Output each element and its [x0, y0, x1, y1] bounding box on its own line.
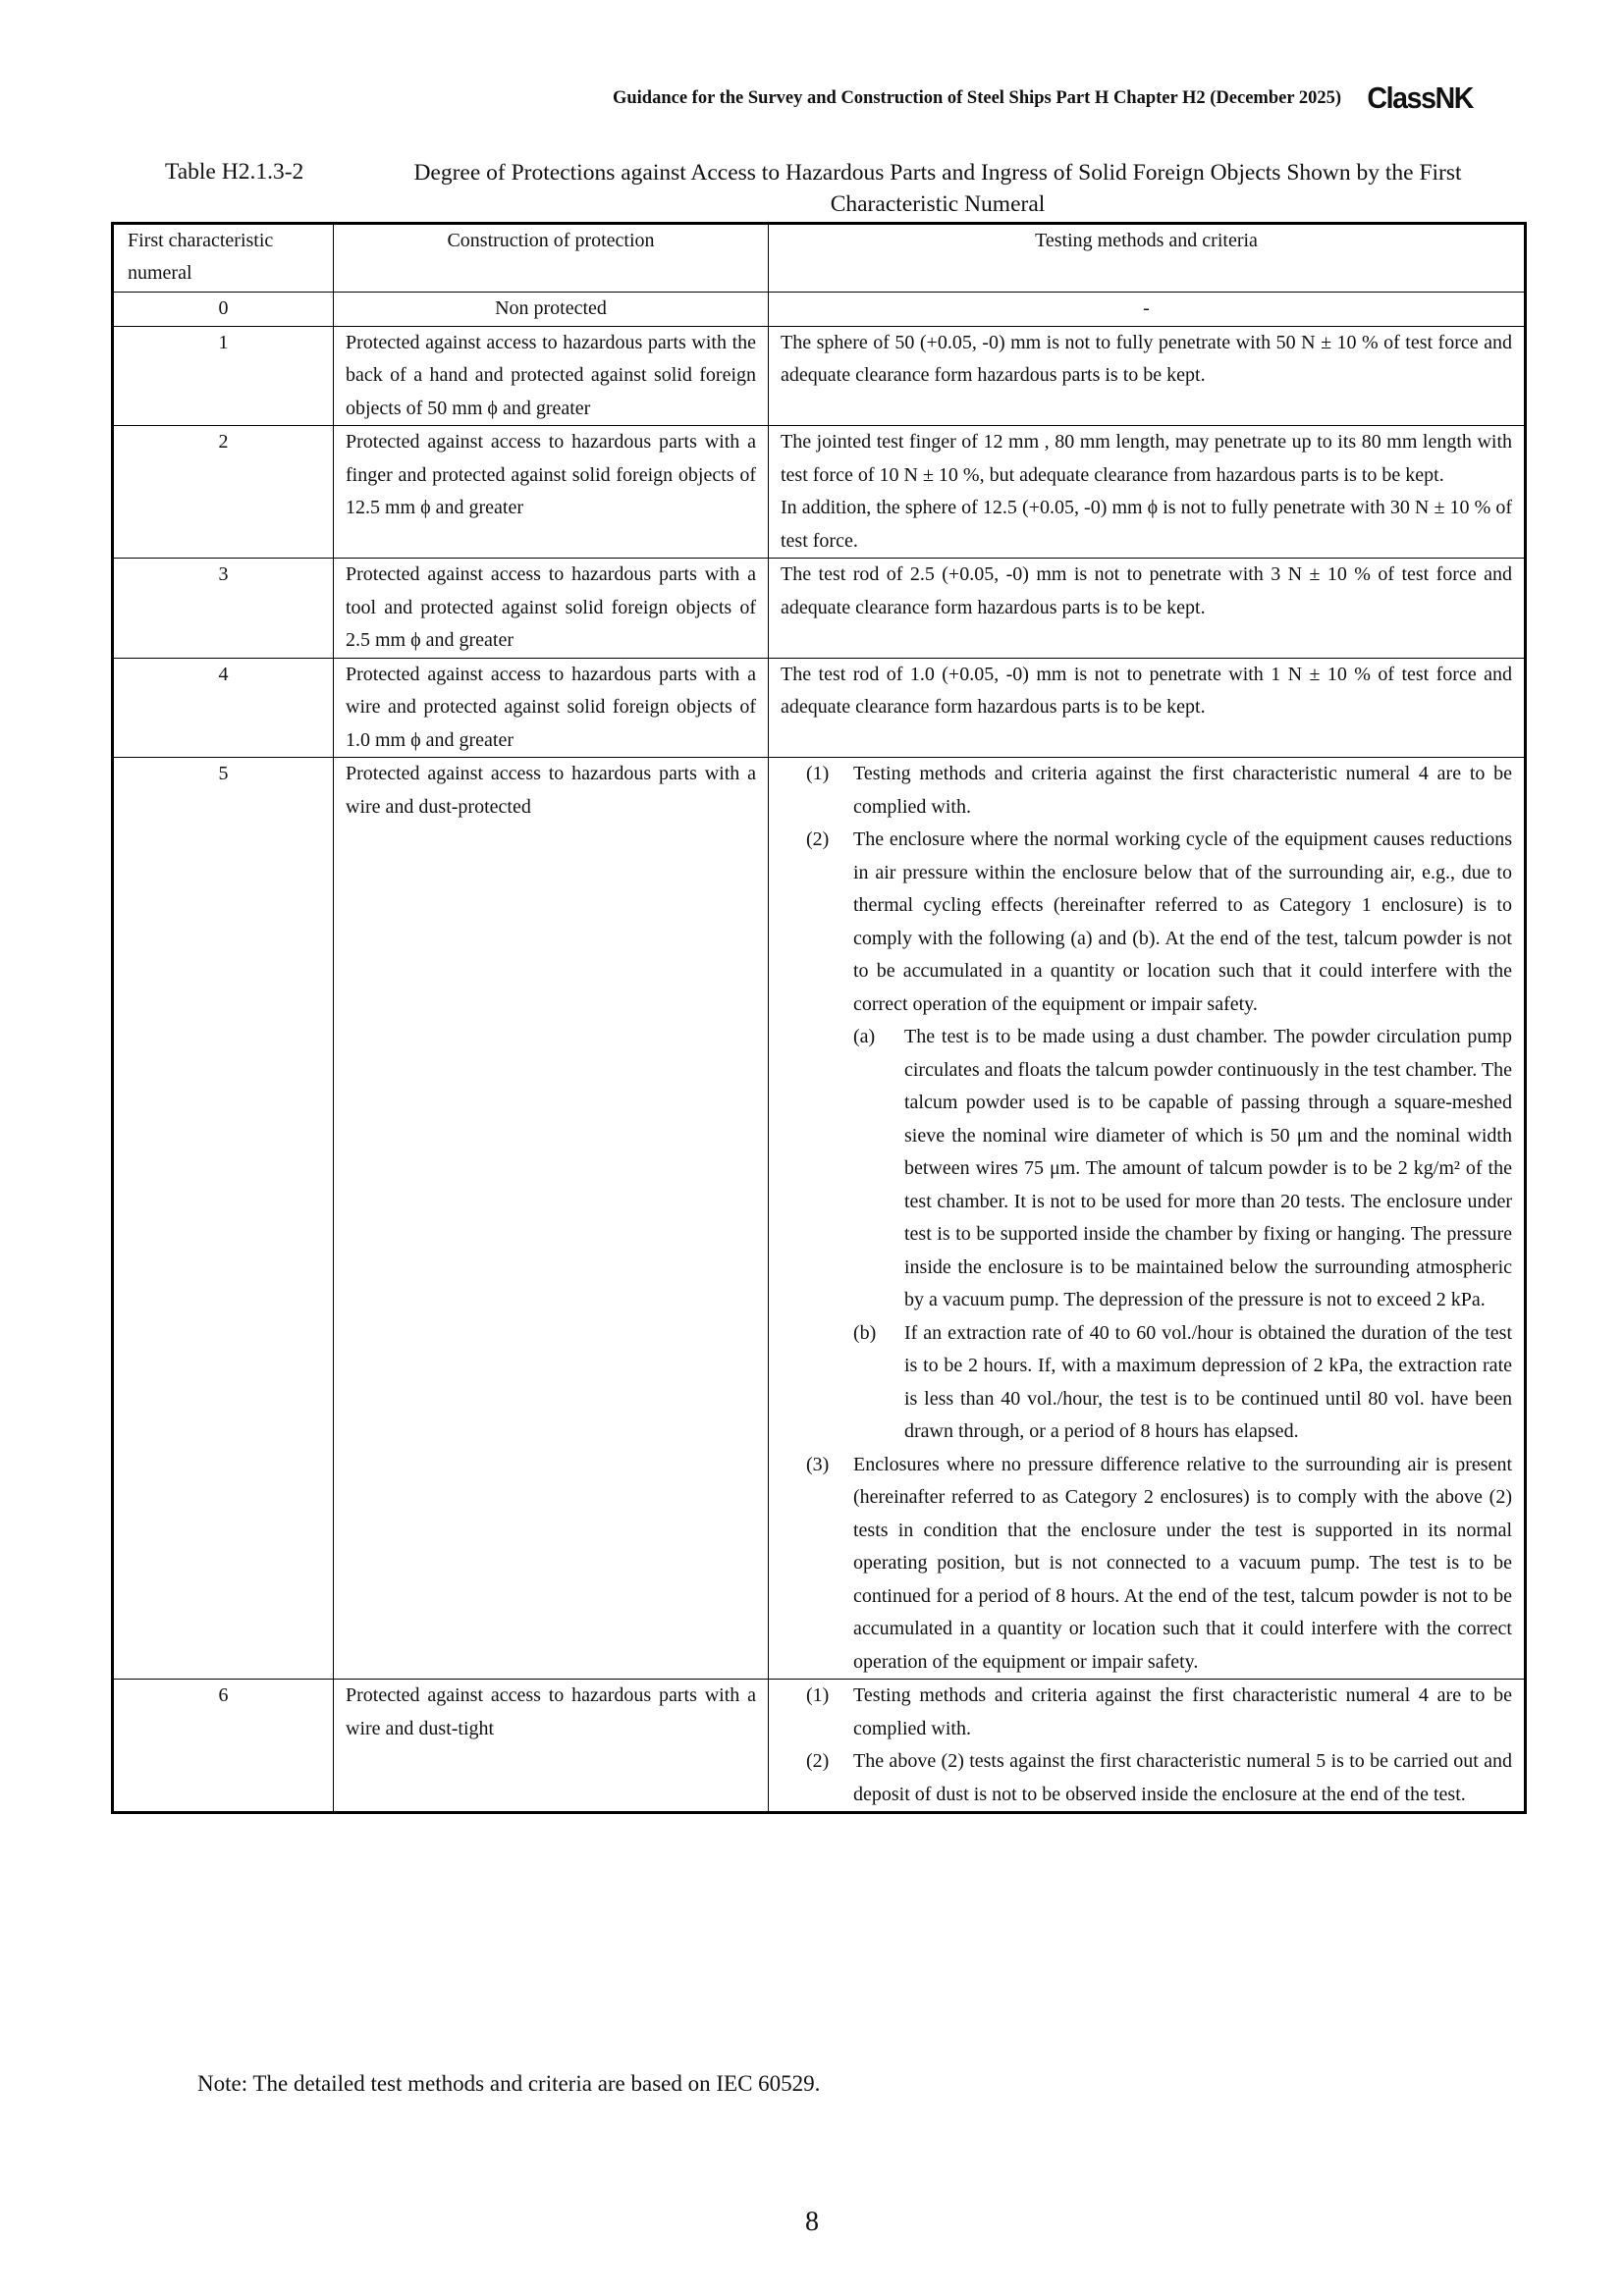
header-construction: Construction of protection: [334, 224, 769, 293]
numeral-cell: 0: [113, 293, 334, 327]
header-title: Guidance for the Survey and Construction of Steel Ships Part H Chapter H2 (December 2025): [612, 88, 1341, 108]
testing-cell: [769, 1680, 1526, 1813]
testing-cell: [769, 426, 1526, 559]
sub-list-item: [853, 1021, 1512, 1317]
table-row: [113, 1680, 1526, 1813]
list-item: [781, 758, 1512, 824]
table-header-row: [113, 224, 1526, 293]
list-item: [781, 824, 1512, 1449]
numeral-cell: 1: [113, 326, 334, 426]
testing-cell: -: [769, 293, 1526, 327]
table-row: [113, 658, 1526, 758]
list-item: [781, 1680, 1512, 1745]
header-first-numeral: First characteristic numeral: [113, 224, 334, 293]
list-marker: (3): [806, 1453, 830, 1475]
table-row: [113, 758, 1526, 1680]
list-item-text: Testing methods and criteria against the first characteristic numeral 4 are to be complied with.: [853, 763, 1512, 818]
numeral-cell: 2: [113, 426, 334, 559]
list-item-text: If an extraction rate of 40 to 60 vol./hour is obtained the duration of the test is to be 2 hours. If, with a maximum depression of 2 kPa, the extraction rate is less than 40 vol./hour, the test is to be continued until 80 vol. have been drawn through, or a period of 8 hours has elapsed.: [904, 1321, 1512, 1442]
sub-list-item: [853, 1317, 1512, 1449]
construction-cell: Protected against access to hazardous parts with the back of a hand and protected against solid foreign objects of 50 mm ϕ and greater: [334, 326, 769, 426]
construction-cell: Protected against access to hazardous parts with a wire and dust-protected: [334, 758, 769, 1680]
list-item-text: Enclosures where no pressure difference relative to the surrounding air is present (hereinafter referred to as Category 2 enclosures) is to comply with the above (2) tests in condition that the enclosure under the test is supported in its normal operating position, but is not connected to a vacuum pump. The test is to be continued for a period of 8 hours. At the end of the test, talcum powder is not to be accumulated in a quantity or location such that it could interfere with the correct operation of the equipment or impair safety.: [853, 1453, 1512, 1673]
testing-cell: [769, 758, 1526, 1680]
construction-cell: Protected against access to hazardous parts with a wire and dust-tight: [334, 1680, 769, 1813]
protection-table: [111, 222, 1527, 1814]
numeral-cell: 4: [113, 658, 334, 758]
list-item-text: The above (2) tests against the first characteristic numeral 5 is to be carried out and deposit of dust is not to be observed inside the enclosure at the end of the test.: [853, 1750, 1512, 1805]
page-number: 8: [805, 2207, 819, 2237]
classnk-logo: ClassNK: [1367, 80, 1473, 115]
table-note: Note: The detailed test methods and criteria are based on IEC 60529.: [197, 2071, 821, 2096]
testing-list: [781, 758, 1512, 1679]
list-item-text: The test is to be made using a dust chamber. The powder circulation pump circulates and floats the talcum powder continuously in the test chamber. The talcum powder used is to be capable of passing through a square-meshed sieve the nominal wire diameter of which is 50 μm and the nominal width between wires 75 μm. The amount of talcum powder is to be 2 kg/m² of the test chamber. It is not to be used for more than 20 tests. The enclosure under test is to be supported inside the chamber by fixing or hanging. The pressure inside the enclosure is to be maintained below the surrounding atmospheric by a vacuum pump. The depression of the pressure is not to exceed 2 kPa.: [904, 1026, 1512, 1310]
list-item: [781, 1449, 1512, 1680]
page-header: [0, 80, 1473, 120]
testing-paragraph: The jointed test finger of 12 mm , 80 mm length, may penetrate up to its 80 mm length with test force of 10 N ± 10 %, but adequate clearance from hazardous parts is to be kept.: [781, 431, 1512, 486]
list-marker: (2): [806, 828, 830, 850]
list-marker: (1): [806, 1684, 830, 1706]
construction-cell: Protected against access to hazardous parts with a finger and protected against solid foreign objects of 12.5 mm ϕ and greater: [334, 426, 769, 559]
list-marker: (a): [853, 1026, 876, 1047]
construction-cell: Protected against access to hazardous parts with a tool and protected against solid foreign objects of 2.5 mm ϕ and greater: [334, 559, 769, 659]
testing-cell: The test rod of 2.5 (+0.05, -0) mm is not to penetrate with 3 N ± 10 % of test force and adequate clearance form hazardous parts is to be kept.: [769, 559, 1526, 659]
construction-cell: Non protected: [334, 293, 769, 327]
header-testing: Testing methods and criteria: [769, 224, 1526, 293]
testing-list: [781, 1680, 1512, 1811]
testing-cell: The test rod of 1.0 (+0.05, -0) mm is not to penetrate with 1 N ± 10 % of test force and adequate clearance form hazardous parts is to be kept.: [769, 658, 1526, 758]
table-row: [113, 559, 1526, 659]
table-number: Table H2.1.3-2: [165, 159, 304, 185]
list-item-text: The enclosure where the normal working cycle of the equipment causes reductions in air pressure within the enclosure below that of the surrounding air, e.g., due to thermal cycling effects (hereinafter referred to as Category 1 enclosure) is to comply with the following (a) and (b). At the end of the test, talcum powder is not to be accumulated in a quantity or location such that it could interfere with the correct operation of the equipment or impair safety.: [853, 828, 1512, 1015]
table-row: [113, 326, 1526, 426]
testing-cell: The sphere of 50 (+0.05, -0) mm is not to fully penetrate with 50 N ± 10 % of test force and adequate clearance form hazardous parts is to be kept.: [769, 326, 1526, 426]
testing-paragraph: In addition, the sphere of 12.5 (+0.05, -0) mm ϕ is not to fully penetrate with 30 N ± 10 % of test force.: [781, 497, 1512, 552]
sub-list: [853, 1021, 1512, 1449]
numeral-cell: 6: [113, 1680, 334, 1813]
construction-cell: Protected against access to hazardous parts with a wire and protected against solid foreign objects of 1.0 mm ϕ and greater: [334, 658, 769, 758]
list-marker: (2): [806, 1750, 830, 1772]
list-item-text: Testing methods and criteria against the first characteristic numeral 4 are to be complied with.: [853, 1684, 1512, 1739]
table-row: [113, 426, 1526, 559]
numeral-cell: 3: [113, 559, 334, 659]
table-title: Degree of Protections against Access to Hazardous Parts and Ingress of Solid Foreign Objects Shown by the First Characteristic Numeral: [413, 160, 1462, 217]
list-marker: (b): [853, 1321, 877, 1344]
table-row: [113, 293, 1526, 327]
list-item: [781, 1745, 1512, 1811]
numeral-cell: 5: [113, 758, 334, 1680]
list-marker: (1): [806, 763, 830, 784]
